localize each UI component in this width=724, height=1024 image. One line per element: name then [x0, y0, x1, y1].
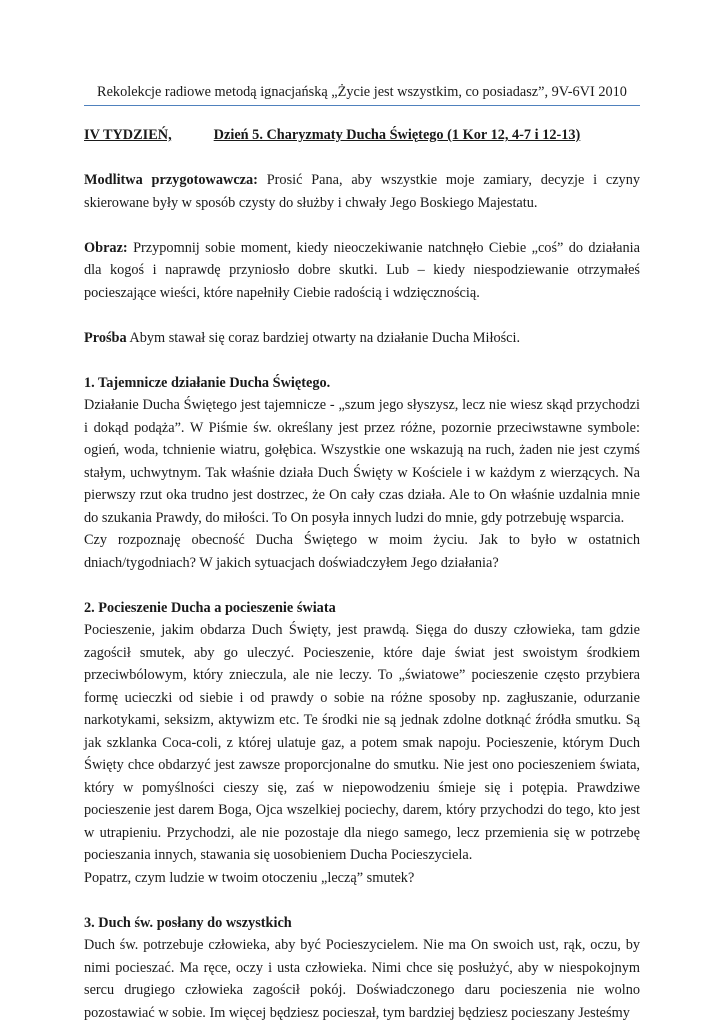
header-divider [84, 105, 640, 106]
image-paragraph [84, 237, 640, 305]
section-2-heading: 2. Pocieszenie Ducha a pocieszenie świata [84, 599, 336, 616]
section-1-body: Działanie Ducha Świętego jest tajemnicze - „szum jego słyszysz, lecz nie wiesz skąd przychodzi i dokąd podąża”. W Piśmie św. określany jest przez różne, pozornie przeciwstawne symbole: ogień, woda, tchnienie wiatru, gołębica. Wszystkie one wskazują na ruch, żaden nie jest czymś stałym, uchwytnym. Tak właśnie działa Duch Święty w Kościele i w każdym z wierzących. Na pierwszy rzut oka trudno jest dostrzec, że On cały czas działa. Ale to On właśnie uzdalnia mnie do szukania Prawdy, do miłości. To On posyła innych ludzi do mnie, gdy potrzebuję wsparcia. [84, 397, 640, 526]
image-label: Obraz: [84, 239, 128, 256]
section-2-body: Pocieszenie, jakim obdarza Duch Święty, jest prawdą. Sięga do duszy człowieka, tam gdzie zagościł smutek, aby go uleczyć. Pocieszenie, które daje świat jest swoistym środkiem przeciwbólowym, który znieczula, ale nie leczy. To „światowe” pocieszenie często przybiera formę ucieczki od siebie i od prawdy o sobie na różne sposoby np. zagłuszanie, odurzanie narkotykami, seksizm, aktywizm etc. Te środki nie są jednak zdolne dotknąć źródła smutku. Są jak szklanka Coca-coli, z której ulatuje gaz, a potem smak napoju. Pocieszenie, którym Duch Święty chce obdarzyć jest zawsze proporcjonalne do smutku. Nie jest ono pocieszeniem świata, który w pomyślności cieszy się, zaś w niepowodzeniu śmieje się i potępia. Prawdziwe pocieszenie jest darem Boga, Ojca wszelkiej pociechy, darem, który przychodzi do tego, kto jest w utrapieniu. Przychodzi, ale nie pozostaje dla niego samego, lecz przemienia się w potrzebę pocieszania innych, stawania się uosobieniem Ducha Pocieszyciela. [84, 622, 640, 863]
request-label: Prośba [84, 329, 127, 346]
week-label: IV TYDZIEŃ, [84, 127, 172, 143]
page-header: Rekolekcje radiowe metodą ignacjańską „Życie jest wszystkim, co posiadasz”, 9V-6VI 2010 [97, 84, 627, 100]
section-2-question: Popatrz, czym ludzie w twoim otoczeniu „leczą” smutek? [84, 869, 415, 886]
day-label: Dzień 5. Charyzmaty Ducha Świętego (1 Kor 12, 4-7 i 12-13) [213, 127, 581, 143]
section-3-heading: 3. Duch św. posłany do wszystkich [84, 914, 292, 931]
request-text: Abym stawał się coraz bardziej otwarty na działanie Ducha Miłości. [126, 329, 521, 346]
image-text: Przypomnij sobie moment, kiedy nieoczekiwanie natchnęło Ciebie „coś” do działania dla kogoś i naprawdę przyniosło dobre skutki. Lub – kiedy niespodziewanie otrzymałeś pocieszające wieści, które napełniły Ciebie radością i wdzięcznością. [84, 239, 640, 301]
prayer-text: Prosić Pana, aby wszystkie moje zamiary, decyzje i czyny skierowane były w sposób czysty do służby i chwały Jego Boskiego Majestatu. [84, 172, 640, 211]
section-1-heading: 1. Tajemnicze działanie Ducha Świętego. [84, 374, 331, 391]
section-1-question: Czy rozpoznaję obecność Ducha Świętego w moim życiu. Jak to było w ostatnich dniach/tygodniach? W jakich sytuacjach doświadczyłem Jego działania? [84, 532, 640, 571]
section-3-body: Duch św. potrzebuje człowieka, aby być Pocieszycielem. Nie ma On swoich ust, rąk, oczu, by nimi pocieszać. Ma ręce, oczy i usta człowieka. Nimi chce się posłużyć, aby w niespokojnym sercu drugiego człowieka zagościł pokój. Doświadczonego daru pocieszenia nie wolno pozostawiać w sobie. Im więcej będziesz pocieszał, tym bardziej będziesz pocieszany Jesteśmy [84, 937, 640, 1021]
document-body [84, 124, 640, 1024]
day-title [84, 124, 640, 147]
request-paragraph [84, 327, 640, 350]
prayer-label: Modlitwa przygotowawcza: [84, 172, 258, 188]
prayer-paragraph [84, 169, 640, 214]
